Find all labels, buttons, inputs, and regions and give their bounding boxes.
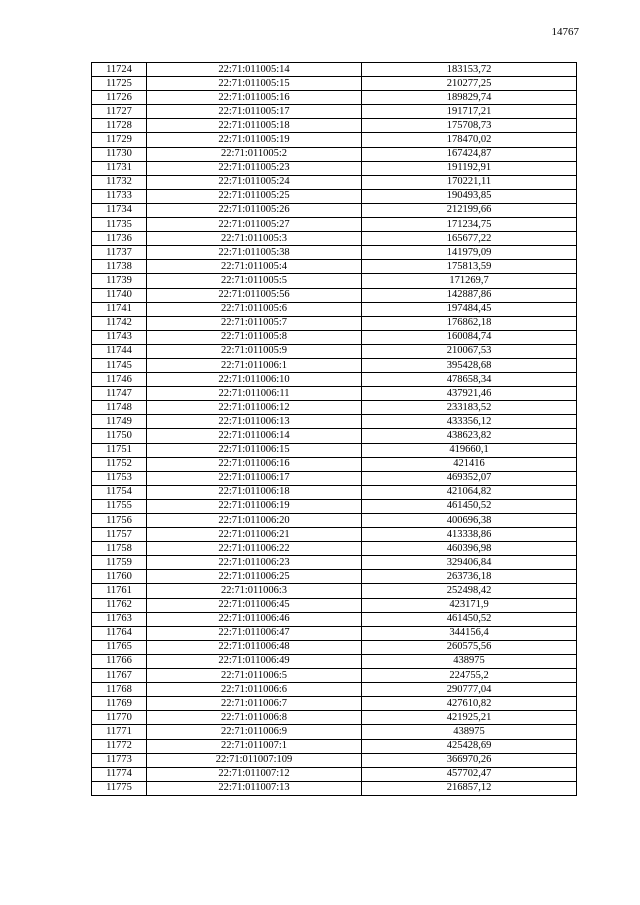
cadastral-value-cell: 170221,11	[362, 175, 577, 189]
row-number-cell: 11775	[92, 781, 147, 795]
cadastral-value-cell: 413338,86	[362, 528, 577, 542]
cadastral-value-cell: 478658,34	[362, 373, 577, 387]
cadastral-value-cell: 425428,69	[362, 739, 577, 753]
cadastral-number-cell: 22:71:011006:21	[147, 528, 362, 542]
cadastral-number-cell: 22:71:011005:9	[147, 344, 362, 358]
row-number-cell: 11725	[92, 77, 147, 91]
row-number-cell: 11773	[92, 753, 147, 767]
cadastral-value-cell: 427610,82	[362, 697, 577, 711]
table-row	[92, 753, 577, 767]
cadastral-number-cell: 22:71:011006:49	[147, 654, 362, 668]
cadastral-value-cell: 216857,12	[362, 781, 577, 795]
table-row	[92, 232, 577, 246]
cadastral-value-table	[91, 62, 577, 796]
table-row	[92, 612, 577, 626]
table-row	[92, 711, 577, 725]
cadastral-number-cell: 22:71:011005:4	[147, 260, 362, 274]
cadastral-number-cell: 22:71:011005:16	[147, 91, 362, 105]
row-number-cell: 11757	[92, 528, 147, 542]
cadastral-value-cell: 171269,7	[362, 274, 577, 288]
cadastral-number-cell: 22:71:011006:1	[147, 358, 362, 372]
row-number-cell: 11758	[92, 542, 147, 556]
row-number-cell: 11766	[92, 654, 147, 668]
cadastral-number-cell: 22:71:011006:13	[147, 415, 362, 429]
table-row	[92, 147, 577, 161]
cadastral-number-cell: 22:71:011006:46	[147, 612, 362, 626]
table-row	[92, 739, 577, 753]
table-row	[92, 457, 577, 471]
row-number-cell: 11768	[92, 683, 147, 697]
table-row	[92, 373, 577, 387]
row-number-cell: 11765	[92, 640, 147, 654]
cadastral-number-cell: 22:71:011006:17	[147, 471, 362, 485]
cadastral-value-cell: 263736,18	[362, 570, 577, 584]
table-row	[92, 626, 577, 640]
cadastral-number-cell: 22:71:011005:27	[147, 218, 362, 232]
table-row	[92, 274, 577, 288]
row-number-cell: 11748	[92, 401, 147, 415]
table-row	[92, 570, 577, 584]
table-row	[92, 429, 577, 443]
cadastral-value-cell: 176862,18	[362, 316, 577, 330]
row-number-cell: 11746	[92, 373, 147, 387]
row-number-cell: 11734	[92, 203, 147, 217]
cadastral-value-cell: 461450,52	[362, 499, 577, 513]
cadastral-number-cell: 22:71:011007:1	[147, 739, 362, 753]
cadastral-number-cell: 22:71:011006:5	[147, 669, 362, 683]
row-number-cell: 11724	[92, 63, 147, 77]
cadastral-value-cell: 400696,38	[362, 514, 577, 528]
table-row	[92, 598, 577, 612]
row-number-cell: 11772	[92, 739, 147, 753]
table-row	[92, 556, 577, 570]
row-number-cell: 11727	[92, 105, 147, 119]
table-row	[92, 288, 577, 302]
row-number-cell: 11733	[92, 189, 147, 203]
row-number-cell: 11736	[92, 232, 147, 246]
table-row	[92, 260, 577, 274]
cadastral-number-cell: 22:71:011006:12	[147, 401, 362, 415]
cadastral-value-cell: 171234,75	[362, 218, 577, 232]
table-row	[92, 105, 577, 119]
cadastral-value-cell: 165677,22	[362, 232, 577, 246]
cadastral-value-cell: 395428,68	[362, 358, 577, 372]
table-row	[92, 330, 577, 344]
table-row	[92, 401, 577, 415]
table-row	[92, 499, 577, 513]
row-number-cell: 11731	[92, 161, 147, 175]
table-row	[92, 189, 577, 203]
table-row	[92, 725, 577, 739]
cadastral-value-cell: 178470,02	[362, 133, 577, 147]
row-number-cell: 11771	[92, 725, 147, 739]
table-row	[92, 767, 577, 781]
cadastral-number-cell: 22:71:011005:14	[147, 63, 362, 77]
cadastral-value-cell: 233183,52	[362, 401, 577, 415]
cadastral-number-cell: 22:71:011006:10	[147, 373, 362, 387]
cadastral-number-cell: 22:71:011007:12	[147, 767, 362, 781]
cadastral-number-cell: 22:71:011006:9	[147, 725, 362, 739]
table-row	[92, 683, 577, 697]
row-number-cell: 11726	[92, 91, 147, 105]
row-number-cell: 11774	[92, 767, 147, 781]
table-row	[92, 246, 577, 260]
cadastral-value-cell: 183153,72	[362, 63, 577, 77]
cadastral-number-cell: 22:71:011005:2	[147, 147, 362, 161]
table-row	[92, 133, 577, 147]
cadastral-number-cell: 22:71:011005:24	[147, 175, 362, 189]
cadastral-number-cell: 22:71:011006:18	[147, 485, 362, 499]
cadastral-number-cell: 22:71:011006:14	[147, 429, 362, 443]
cadastral-value-cell: 469352,07	[362, 471, 577, 485]
cadastral-value-cell: 224755,2	[362, 669, 577, 683]
cadastral-value-cell: 438975	[362, 725, 577, 739]
cadastral-value-cell: 433356,12	[362, 415, 577, 429]
row-number-cell: 11735	[92, 218, 147, 232]
cadastral-value-cell: 438623,82	[362, 429, 577, 443]
table-row	[92, 119, 577, 133]
cadastral-number-cell: 22:71:011007:13	[147, 781, 362, 795]
row-number-cell: 11750	[92, 429, 147, 443]
row-number-cell: 11728	[92, 119, 147, 133]
table-row	[92, 640, 577, 654]
cadastral-value-cell: 197484,45	[362, 302, 577, 316]
cadastral-value-cell: 366970,26	[362, 753, 577, 767]
table-row	[92, 654, 577, 668]
cadastral-number-cell: 22:71:011005:23	[147, 161, 362, 175]
table-row	[92, 514, 577, 528]
row-number-cell: 11743	[92, 330, 147, 344]
cadastral-number-cell: 22:71:011006:16	[147, 457, 362, 471]
row-number-cell: 11769	[92, 697, 147, 711]
row-number-cell: 11760	[92, 570, 147, 584]
cadastral-number-cell: 22:71:011006:48	[147, 640, 362, 654]
cadastral-number-cell: 22:71:011006:20	[147, 514, 362, 528]
cadastral-value-cell: 175813,59	[362, 260, 577, 274]
cadastral-value-cell: 175708,73	[362, 119, 577, 133]
cadastral-number-cell: 22:71:011006:3	[147, 584, 362, 598]
cadastral-number-cell: 22:71:011006:11	[147, 387, 362, 401]
cadastral-number-cell: 22:71:011005:5	[147, 274, 362, 288]
table-row	[92, 781, 577, 795]
cadastral-number-cell: 22:71:011006:8	[147, 711, 362, 725]
table-row	[92, 175, 577, 189]
cadastral-number-cell: 22:71:011005:6	[147, 302, 362, 316]
cadastral-value-cell: 189829,74	[362, 91, 577, 105]
cadastral-number-cell: 22:71:011006:15	[147, 443, 362, 457]
cadastral-value-cell: 419660,1	[362, 443, 577, 457]
table-row	[92, 669, 577, 683]
cadastral-number-cell: 22:71:011005:25	[147, 189, 362, 203]
table-row	[92, 91, 577, 105]
cadastral-number-cell: 22:71:011006:45	[147, 598, 362, 612]
table-row	[92, 161, 577, 175]
cadastral-value-cell: 210277,25	[362, 77, 577, 91]
row-number-cell: 11729	[92, 133, 147, 147]
table-row	[92, 218, 577, 232]
cadastral-number-cell: 22:71:011005:17	[147, 105, 362, 119]
cadastral-value-cell: 423171,9	[362, 598, 577, 612]
cadastral-number-cell: 22:71:011006:6	[147, 683, 362, 697]
table-row	[92, 302, 577, 316]
row-number-cell: 11762	[92, 598, 147, 612]
row-number-cell: 11770	[92, 711, 147, 725]
row-number-cell: 11739	[92, 274, 147, 288]
row-number-cell: 11767	[92, 669, 147, 683]
table-row	[92, 387, 577, 401]
row-number-cell: 11742	[92, 316, 147, 330]
table-row	[92, 443, 577, 457]
cadastral-number-cell: 22:71:011006:22	[147, 542, 362, 556]
row-number-cell: 11756	[92, 514, 147, 528]
table-row	[92, 203, 577, 217]
cadastral-value-cell: 190493,85	[362, 189, 577, 203]
table-row	[92, 697, 577, 711]
row-number-cell: 11732	[92, 175, 147, 189]
table-row	[92, 77, 577, 91]
cadastral-number-cell: 22:71:011006:23	[147, 556, 362, 570]
table-row	[92, 584, 577, 598]
table-row	[92, 415, 577, 429]
row-number-cell: 11747	[92, 387, 147, 401]
cadastral-value-cell: 437921,46	[362, 387, 577, 401]
row-number-cell: 11737	[92, 246, 147, 260]
cadastral-value-cell: 191717,21	[362, 105, 577, 119]
cadastral-value-cell: 290777,04	[362, 683, 577, 697]
cadastral-number-cell: 22:71:011005:26	[147, 203, 362, 217]
cadastral-value-cell: 421925,21	[362, 711, 577, 725]
cadastral-value-cell: 329406,84	[362, 556, 577, 570]
row-number-cell: 11749	[92, 415, 147, 429]
row-number-cell: 11751	[92, 443, 147, 457]
row-number-cell: 11741	[92, 302, 147, 316]
cadastral-number-cell: 22:71:011006:25	[147, 570, 362, 584]
cadastral-value-cell: 167424,87	[362, 147, 577, 161]
table-row	[92, 528, 577, 542]
row-number-cell: 11753	[92, 471, 147, 485]
cadastral-value-cell: 252498,42	[362, 584, 577, 598]
table-body	[92, 63, 577, 796]
cadastral-value-cell: 141979,09	[362, 246, 577, 260]
row-number-cell: 11740	[92, 288, 147, 302]
cadastral-value-cell: 210067,53	[362, 344, 577, 358]
cadastral-value-cell: 421064,82	[362, 485, 577, 499]
cadastral-number-cell: 22:71:011005:18	[147, 119, 362, 133]
cadastral-number-cell: 22:71:011005:8	[147, 330, 362, 344]
table-row	[92, 471, 577, 485]
cadastral-value-cell: 212199,66	[362, 203, 577, 217]
cadastral-number-cell: 22:71:011005:15	[147, 77, 362, 91]
row-number-cell: 11759	[92, 556, 147, 570]
cadastral-number-cell: 22:71:011005:38	[147, 246, 362, 260]
row-number-cell: 11755	[92, 499, 147, 513]
cadastral-number-cell: 22:71:011006:7	[147, 697, 362, 711]
cadastral-number-cell: 22:71:011005:56	[147, 288, 362, 302]
row-number-cell: 11754	[92, 485, 147, 499]
table-row	[92, 542, 577, 556]
cadastral-number-cell: 22:71:011005:19	[147, 133, 362, 147]
cadastral-number-cell: 22:71:011006:47	[147, 626, 362, 640]
cadastral-number-cell: 22:71:011006:19	[147, 499, 362, 513]
row-number-cell: 11763	[92, 612, 147, 626]
cadastral-number-cell: 22:71:011007:109	[147, 753, 362, 767]
row-number-cell: 11745	[92, 358, 147, 372]
cadastral-value-cell: 142887,86	[362, 288, 577, 302]
table-row	[92, 485, 577, 499]
cadastral-value-cell: 421416	[362, 457, 577, 471]
page-number: 14767	[551, 26, 579, 38]
cadastral-number-cell: 22:71:011005:7	[147, 316, 362, 330]
row-number-cell: 11761	[92, 584, 147, 598]
cadastral-value-cell: 160084,74	[362, 330, 577, 344]
row-number-cell: 11764	[92, 626, 147, 640]
row-number-cell: 11738	[92, 260, 147, 274]
cadastral-value-cell: 191192,91	[362, 161, 577, 175]
cadastral-value-cell: 344156,4	[362, 626, 577, 640]
table-row	[92, 316, 577, 330]
row-number-cell: 11744	[92, 344, 147, 358]
cadastral-value-cell: 461450,52	[362, 612, 577, 626]
table-row	[92, 344, 577, 358]
cadastral-value-cell: 460396,98	[362, 542, 577, 556]
cadastral-value-cell: 457702,47	[362, 767, 577, 781]
table-row	[92, 63, 577, 77]
row-number-cell: 11730	[92, 147, 147, 161]
cadastral-value-cell: 438975	[362, 654, 577, 668]
cadastral-number-cell: 22:71:011005:3	[147, 232, 362, 246]
row-number-cell: 11752	[92, 457, 147, 471]
cadastral-value-cell: 260575,56	[362, 640, 577, 654]
table-row	[92, 358, 577, 372]
